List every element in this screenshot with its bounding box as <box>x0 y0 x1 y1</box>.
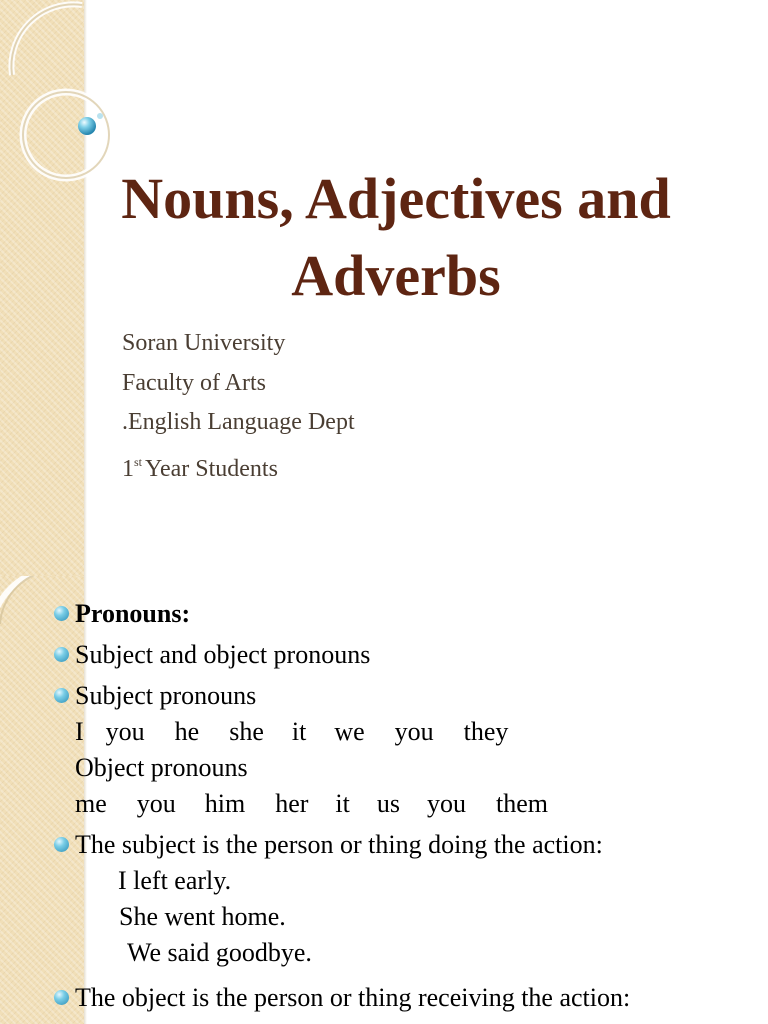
year-line <box>122 445 355 485</box>
pronoun: you <box>136 789 176 818</box>
pronouns-slide <box>0 576 768 1024</box>
pronoun: him <box>204 789 246 818</box>
bullet-text: Subject and object pronouns <box>75 640 371 669</box>
department-line: .English Language Dept <box>122 409 355 435</box>
subject-pronoun-list <box>52 714 762 750</box>
page-title: Nouns, Adjectives and Adverbs <box>121 166 671 308</box>
example-sentence: We said goodbye. <box>127 938 312 967</box>
year-number: 1 <box>122 455 134 482</box>
pronoun: he <box>174 717 200 746</box>
bullet-object-explanation <box>52 980 762 1016</box>
pronoun: them <box>496 789 548 818</box>
pronoun: you <box>394 717 434 746</box>
bullet-dot-icon <box>54 837 69 852</box>
year-suffix: st <box>134 454 143 469</box>
bullet-dot-icon <box>54 990 69 1005</box>
object-pronoun-list <box>52 786 762 822</box>
pronoun: we <box>334 717 365 746</box>
presentation-info <box>122 326 355 484</box>
section-heading: Pronouns: <box>75 599 191 628</box>
object-pronouns-label: Object pronouns <box>75 753 248 782</box>
pronoun: I <box>75 717 84 746</box>
year-text: Year Students <box>145 455 278 482</box>
university-line: Soran University <box>122 330 286 356</box>
pronoun: us <box>376 789 400 818</box>
pronoun: you <box>427 789 466 818</box>
bullet-dot-icon <box>54 688 69 703</box>
pronoun: they <box>463 717 509 746</box>
pronoun: it <box>335 789 350 818</box>
example-sentence: I left early. <box>118 866 232 895</box>
bullet-text: The object is the person or thing receiving the action: <box>75 983 631 1012</box>
bullet-subject-pronouns <box>52 678 762 714</box>
bullet-text: Subject pronouns <box>75 681 257 710</box>
bullet-text: The subject is the person or thing doing the action: <box>75 830 603 859</box>
bullet-heading <box>52 596 762 632</box>
pronoun: her <box>275 789 309 818</box>
bullet-dot-icon <box>54 647 69 662</box>
slide-content <box>52 596 762 1016</box>
pronoun: she <box>229 717 264 746</box>
bullet-dot-icon <box>54 606 69 621</box>
example-sentence: She went home. <box>119 902 286 931</box>
pronoun: me <box>75 789 107 818</box>
bullet-subject-object <box>52 637 762 673</box>
pronoun: it <box>291 717 307 746</box>
faculty-line: Faculty of Arts <box>122 369 266 396</box>
bullet-subject-explanation <box>52 827 762 863</box>
pronoun: you <box>105 717 145 746</box>
